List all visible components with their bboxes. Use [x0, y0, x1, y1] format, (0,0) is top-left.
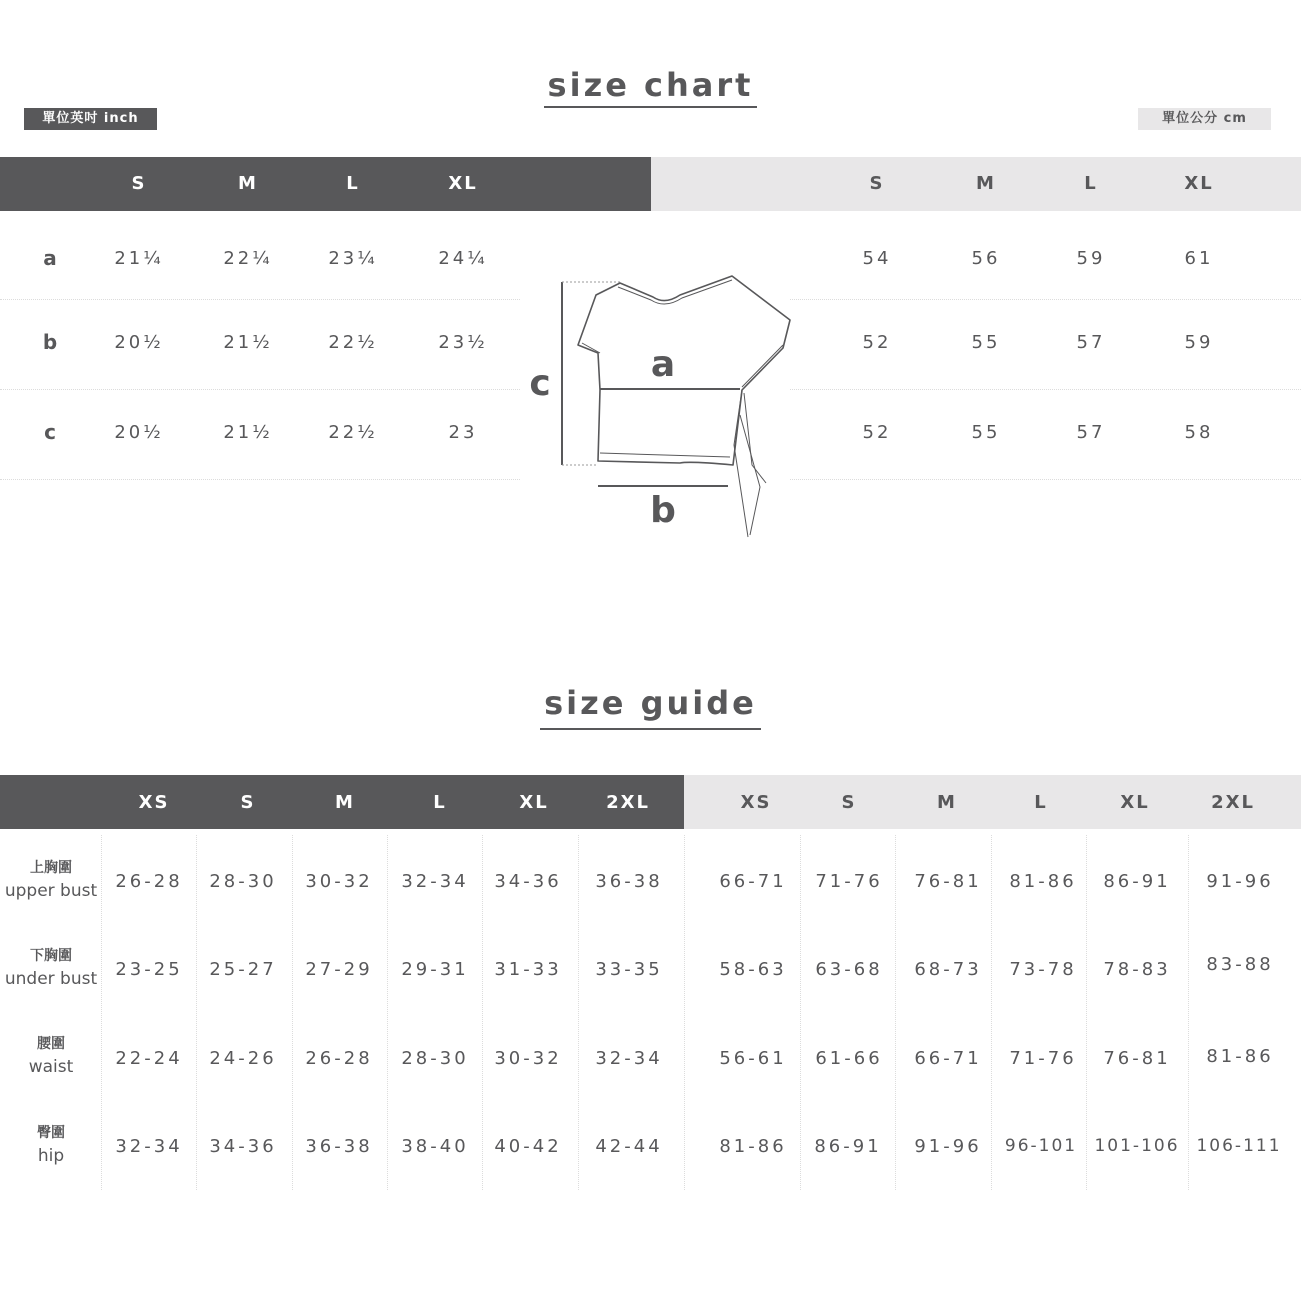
unit-cm-badge: 單位公分 cm: [1138, 108, 1271, 130]
chart-cm-a-m: 56: [971, 248, 1001, 269]
row-divider: [790, 479, 1301, 480]
guide-hip-inch-xl: 40-42: [494, 1136, 562, 1157]
guide-cm-size-2xl: 2XL: [1211, 792, 1255, 813]
chart-cm-size-s: S: [869, 173, 885, 194]
guide-hip-cm-2xl: 106-111: [1196, 1136, 1282, 1156]
guide-cm-size-m: M: [937, 792, 957, 813]
size-chart-title: [0, 66, 1301, 108]
guide-inch-size-xl: XL: [519, 792, 549, 813]
guide-hip-inch-2xl: 42-44: [595, 1136, 663, 1157]
row-divider: [0, 479, 520, 480]
chart-cm-a-s: 54: [862, 248, 892, 269]
chart-cm-b-m: 55: [971, 332, 1001, 353]
guide-hip-cm-m: 91-96: [914, 1136, 982, 1157]
chart-inch-a-m: 22¼: [223, 248, 273, 269]
guide-under-bust-cm-2xl: 83-88: [1206, 954, 1274, 975]
guide-cm-size-s: S: [841, 792, 857, 813]
chart-cm-a-l: 59: [1076, 248, 1106, 269]
guide-row-label-zh: 腰圍: [37, 1036, 65, 1052]
chart-cm-c-l: 57: [1076, 422, 1106, 443]
size-guide-title: [0, 684, 1301, 730]
guide-waist-inch-l: 28-30: [401, 1048, 469, 1069]
diagram-label-a: a: [650, 344, 676, 385]
guide-inch-size-xs: XS: [138, 792, 170, 813]
size-chart-title-text: size chart: [544, 66, 758, 108]
guide-cm-size-xs: XS: [740, 792, 772, 813]
guide-upper-bust-cm-xl: 86-91: [1103, 871, 1171, 892]
chart-cm-b-s: 52: [862, 332, 892, 353]
chart-inch-a-s: 21¼: [114, 248, 164, 269]
chart-row-label-a: a: [43, 246, 57, 270]
guide-waist-cm-l: 71-76: [1009, 1048, 1077, 1069]
guide-under-bust-inch-l: 29-31: [401, 959, 469, 980]
chart-cm-a-xl: 61: [1184, 248, 1214, 269]
chart-inch-c-m: 21½: [223, 422, 273, 443]
guide-waist-cm-2xl: 81-86: [1206, 1046, 1274, 1067]
row-divider: [0, 299, 520, 300]
guide-upper-bust-inch-s: 28-30: [209, 871, 277, 892]
guide-waist-cm-xs: 56-61: [719, 1048, 787, 1069]
guide-upper-bust-inch-xl: 34-36: [494, 871, 562, 892]
guide-waist-inch-xl: 30-32: [494, 1048, 562, 1069]
chart-inch-size-l: L: [346, 173, 360, 194]
column-divider: [1188, 835, 1189, 1190]
guide-waist-inch-s: 24-26: [209, 1048, 277, 1069]
guide-cm-size-l: L: [1034, 792, 1048, 813]
guide-row-label-en: waist: [28, 1057, 74, 1077]
guide-under-bust-inch-m: 27-29: [305, 959, 373, 980]
guide-under-bust-cm-xl: 78-83: [1103, 959, 1171, 980]
guide-upper-bust-cm-m: 76-81: [914, 871, 982, 892]
guide-row-label-waist: [0, 1033, 102, 1079]
guide-under-bust-cm-l: 73-78: [1009, 959, 1077, 980]
guide-upper-bust-inch-xs: 26-28: [115, 871, 183, 892]
guide-upper-bust-cm-s: 71-76: [815, 871, 883, 892]
guide-hip-inch-m: 36-38: [305, 1136, 373, 1157]
column-divider: [578, 835, 579, 1190]
guide-row-label-upper-bust: [0, 857, 102, 903]
chart-inch-b-m: 21½: [223, 332, 273, 353]
guide-hip-inch-l: 38-40: [401, 1136, 469, 1157]
column-divider: [684, 835, 685, 1190]
chart-inch-a-l: 23¼: [328, 248, 378, 269]
chart-inch-c-s: 20½: [114, 422, 164, 443]
chart-inch-size-s: S: [131, 173, 147, 194]
guide-hip-cm-s: 86-91: [814, 1136, 882, 1157]
chart-row-label-c: c: [44, 420, 56, 444]
chart-inch-c-l: 22½: [328, 422, 378, 443]
guide-cm-size-xl: XL: [1120, 792, 1150, 813]
chart-inch-c-xl: 23: [448, 422, 478, 443]
diagram-label-c: c: [529, 363, 551, 404]
row-divider: [790, 389, 1301, 390]
guide-row-label-zh: 臀圍: [37, 1125, 65, 1141]
guide-inch-size-l: L: [433, 792, 447, 813]
chart-cm-b-xl: 59: [1184, 332, 1214, 353]
unit-inch-badge: 單位英吋 inch: [24, 108, 157, 130]
guide-waist-cm-xl: 76-81: [1103, 1048, 1171, 1069]
chart-inch-b-xl: 23½: [438, 332, 488, 353]
guide-waist-cm-m: 66-71: [914, 1048, 982, 1069]
guide-waist-cm-s: 61-66: [815, 1048, 883, 1069]
chart-inch-size-m: M: [238, 173, 258, 194]
chart-cm-size-l: L: [1084, 173, 1098, 194]
chart-inch-b-s: 20½: [114, 332, 164, 353]
guide-under-bust-cm-xs: 58-63: [719, 959, 787, 980]
guide-upper-bust-inch-l: 32-34: [401, 871, 469, 892]
guide-row-label-under-bust: [0, 945, 102, 991]
guide-hip-cm-xl: 101-106: [1094, 1136, 1180, 1156]
guide-hip-cm-l: 96-101: [1004, 1136, 1078, 1156]
guide-upper-bust-inch-m: 30-32: [305, 871, 373, 892]
chart-cm-size-m: M: [976, 173, 996, 194]
guide-upper-bust-cm-2xl: 91-96: [1206, 871, 1274, 892]
chart-cm-c-m: 55: [971, 422, 1001, 443]
guide-inch-size-m: M: [335, 792, 355, 813]
guide-waist-inch-m: 26-28: [305, 1048, 373, 1069]
guide-inch-size-2xl: 2XL: [606, 792, 650, 813]
diagram-label-b: b: [650, 490, 676, 531]
guide-waist-inch-xs: 22-24: [115, 1048, 183, 1069]
guide-under-bust-inch-xs: 23-25: [115, 959, 183, 980]
guide-row-label-en: hip: [37, 1146, 65, 1166]
guide-row-label-en: under bust: [4, 969, 98, 989]
chart-inch-size-xl: XL: [448, 173, 478, 194]
row-divider: [790, 299, 1301, 300]
guide-waist-inch-2xl: 32-34: [595, 1048, 663, 1069]
chart-cm-c-xl: 58: [1184, 422, 1214, 443]
size-guide-title-text: size guide: [540, 684, 761, 730]
guide-upper-bust-cm-l: 81-86: [1009, 871, 1077, 892]
guide-under-bust-cm-m: 68-73: [914, 959, 982, 980]
guide-row-label-en: upper bust: [4, 881, 98, 901]
row-divider: [0, 389, 520, 390]
guide-under-bust-inch-2xl: 33-35: [595, 959, 663, 980]
guide-row-label-zh: 上胸圍: [30, 860, 72, 876]
guide-row-label-zh: 下胸圍: [30, 948, 72, 964]
guide-under-bust-inch-s: 25-27: [209, 959, 277, 980]
chart-cm-c-s: 52: [862, 422, 892, 443]
guide-upper-bust-cm-xs: 66-71: [719, 871, 787, 892]
guide-inch-size-s: S: [240, 792, 256, 813]
guide-row-label-hip: [0, 1122, 102, 1168]
chart-inch-a-xl: 24¼: [438, 248, 488, 269]
guide-hip-cm-xs: 81-86: [719, 1136, 787, 1157]
chart-cm-size-xl: XL: [1184, 173, 1214, 194]
guide-under-bust-cm-s: 63-68: [815, 959, 883, 980]
chart-cm-b-l: 57: [1076, 332, 1106, 353]
chart-row-label-b: b: [42, 330, 58, 354]
chart-inch-b-l: 22½: [328, 332, 378, 353]
guide-under-bust-inch-xl: 31-33: [494, 959, 562, 980]
guide-hip-inch-s: 34-36: [209, 1136, 277, 1157]
guide-upper-bust-inch-2xl: 36-38: [595, 871, 663, 892]
guide-hip-inch-xs: 32-34: [115, 1136, 183, 1157]
